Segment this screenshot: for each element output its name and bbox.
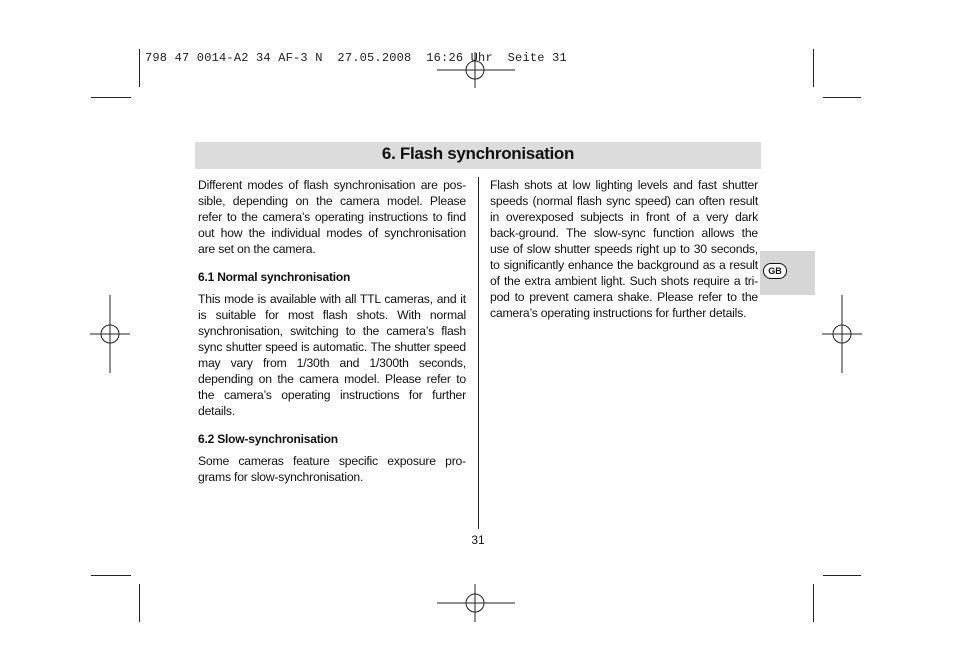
crop-mark [91,575,131,576]
crop-mark [139,584,140,622]
crop-mark [139,49,140,87]
section-title: 6. Flash synchronisation [381,144,575,163]
print-header: 798 47 0014-A2 34 AF-3 N 27.05.2008 16:26 Uhr Seite 31 [145,51,567,65]
language-badge: GB [763,263,787,279]
page-number: 31 [471,533,485,547]
normal-sync-paragraph: This mode is available with all TTL cameras, and it is suitable for most flash shots. With normal synchronisation, switching to the camera’s flash sync shutter speed is automatic. The shutter speed may vary from 1/30th and 1/300th seconds, depending on the camera model. Please refer to the camera’s operating instructions for further details. [198,292,466,418]
crop-mark [823,97,861,98]
registration-mark-right [822,295,862,375]
section-title-bar [195,142,761,169]
normal-sync-heading: 6.1 Normal synchronisation [198,270,351,284]
crop-mark [813,584,814,622]
slow-sync-detail-paragraph: Flash shots at low lighting levels and fast shutter speeds (normal flash sync speed) can often result in overexposed subjects in front of a very dark back-ground. The slow-sync function allows the use of slow shutter speeds right up to 30 seconds, to significantly enhance the background as a result of the extra ambient light. Such shots require a tri-pod to prevent camera shake. Please refer to the camera’s operating instructions for further details. [490,178,758,320]
crop-mark [91,97,131,98]
slow-sync-paragraph: Some cameras feature specific exposure pro-grams for slow-synchronisation. [198,454,466,484]
registration-mark-top [437,52,517,92]
column-divider [478,177,479,529]
registration-mark-bottom [437,584,517,624]
slow-sync-heading: 6.2 Slow-synchronisation [198,432,338,446]
language-tab [760,251,815,295]
intro-paragraph: Different modes of flash synchronisation are pos-sible, depending on the camera model. Please refer to the camera’s operating instructions to find out how the individual modes of synchronisation are set on the camera. [198,178,466,256]
registration-mark-left [90,295,130,375]
left-column [198,177,466,485]
right-column [490,177,758,321]
crop-mark [813,49,814,87]
crop-mark [823,575,861,576]
